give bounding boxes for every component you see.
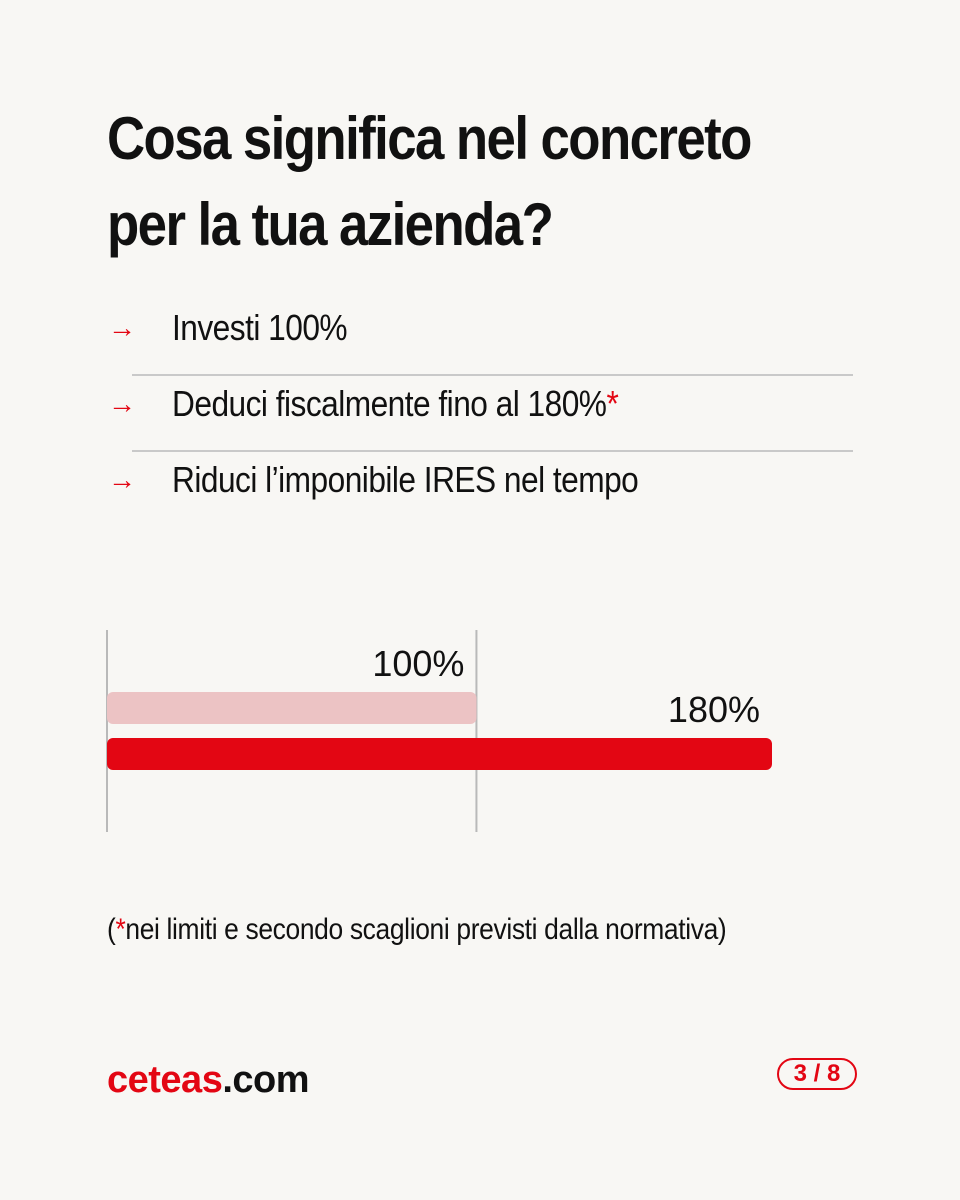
- benefit-text: Riduci l’imponibile IRES nel tempo: [172, 459, 639, 500]
- arrow-right-icon: →: [108, 312, 136, 343]
- page-indicator: 3 / 8: [777, 1058, 857, 1090]
- page-title: Cosa significa nel concreto per la tua azienda?: [107, 105, 751, 258]
- brand-link[interactable]: [107, 1058, 309, 1102]
- benefit-text: Deduci fiscalmente fino al 180%*: [172, 383, 619, 424]
- footnote-marker: *: [115, 913, 126, 946]
- list-item: [108, 452, 853, 528]
- list-item: [108, 300, 853, 376]
- bar-180-percent: [107, 738, 772, 770]
- list-item: [108, 376, 853, 452]
- bar-label-180: 180%: [667, 689, 760, 730]
- chart-canvas: [0, 600, 960, 860]
- brand-tld: .com: [222, 1059, 310, 1101]
- brand-name: ceteas: [107, 1059, 223, 1101]
- footnote-marker: *: [606, 383, 619, 424]
- deduction-bar-chart: [0, 600, 960, 860]
- bar-100-percent: [107, 692, 476, 724]
- bar-label-100: 100%: [372, 643, 465, 684]
- benefit-text: Investi 100%: [172, 307, 348, 348]
- arrow-right-icon: →: [108, 388, 136, 419]
- benefit-list: [108, 300, 853, 528]
- footnote: (*nei limiti e secondo scaglioni previsti dalla normativa): [107, 913, 727, 946]
- arrow-right-icon: →: [108, 464, 136, 495]
